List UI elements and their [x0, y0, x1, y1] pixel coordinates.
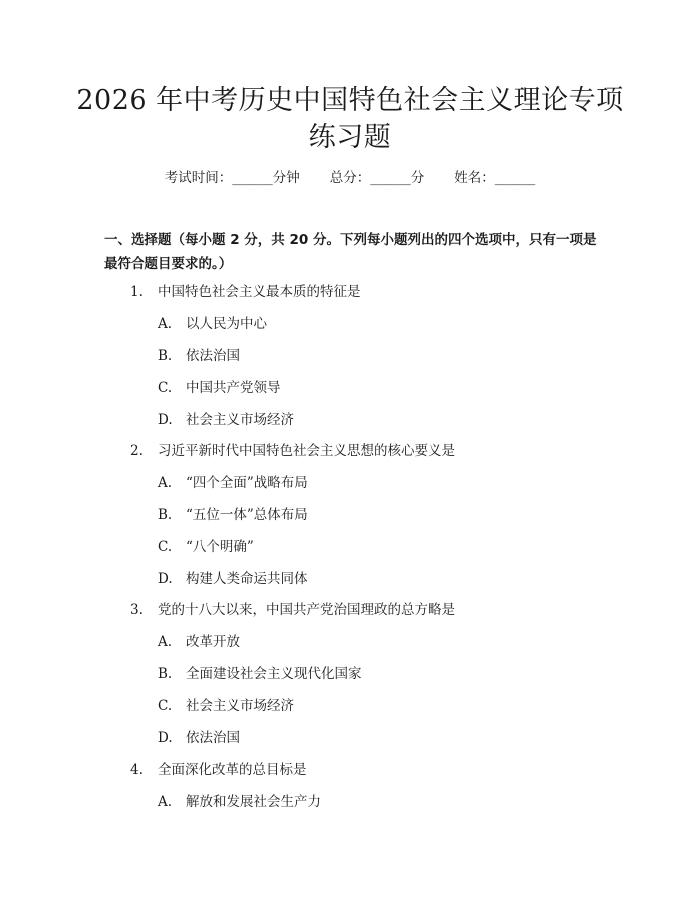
- option-letter: D.: [158, 730, 173, 746]
- option-text: 依法治国: [186, 348, 240, 364]
- option-text: 中国共产党领导: [186, 380, 281, 396]
- question-number: 1.: [130, 284, 143, 300]
- page-title-line-2: 练习题: [308, 122, 392, 153]
- option-text: 社会主义市场经济: [186, 698, 294, 714]
- question-text: 中国特色社会主义最本质的特征是: [158, 284, 361, 300]
- question-1: [130, 282, 361, 302]
- question-2: [130, 441, 455, 461]
- option-text: 全面建设社会主义现代化国家: [186, 666, 362, 682]
- question-1-option-b: [158, 346, 240, 366]
- question-1-option-c: [158, 378, 281, 398]
- option-letter: A.: [158, 475, 173, 491]
- option-letter: B.: [158, 666, 173, 682]
- option-text: 社会主义市场经济: [186, 412, 294, 428]
- option-letter: B.: [158, 507, 173, 523]
- question-2-option-b: [158, 505, 308, 525]
- option-text: 依法治国: [186, 730, 240, 746]
- option-letter: D.: [158, 571, 173, 587]
- question-4: [130, 760, 307, 780]
- option-text: 改革开放: [186, 634, 240, 650]
- option-text: 以人民为中心: [186, 316, 267, 332]
- option-text: “八个明确”: [186, 539, 254, 555]
- option-letter: A.: [158, 634, 173, 650]
- question-1-option-d: [158, 410, 294, 430]
- section-heading: 一、选择题（每小题 2 分，共 20 分。下列每小题列出的四个选项中，只有一项是最符合题目要求的。）: [104, 232, 597, 272]
- question-number: 4.: [130, 762, 143, 778]
- option-letter: C.: [158, 380, 173, 396]
- option-text: “五位一体”总体布局: [186, 507, 308, 523]
- option-letter: A.: [158, 794, 173, 810]
- option-letter: A.: [158, 316, 173, 332]
- option-letter: D.: [158, 412, 173, 428]
- page-title-line-1: 2026 年中考历史中国特色社会主义理论专项: [76, 85, 624, 116]
- option-letter: B.: [158, 348, 173, 364]
- question-3-option-d: [158, 728, 240, 748]
- question-1-option-a: [158, 314, 267, 334]
- question-3-option-c: [158, 696, 294, 716]
- question-3: [130, 600, 455, 620]
- question-2-option-d: [158, 569, 308, 589]
- option-text: 解放和发展社会生产力: [186, 794, 321, 810]
- question-text: 习近平新时代中国特色社会主义思想的核心要义是: [158, 443, 455, 459]
- question-number: 2.: [130, 443, 143, 459]
- exam-time-label: 考试时间：______分钟: [164, 170, 300, 186]
- question-3-option-b: [158, 664, 362, 684]
- student-name-label: 姓名：______: [454, 170, 536, 186]
- question-3-option-a: [158, 632, 240, 652]
- exam-info-line: [0, 168, 700, 188]
- option-letter: C.: [158, 698, 173, 714]
- option-text: “四个全面”战略布局: [186, 475, 308, 491]
- question-4-option-a: [158, 792, 321, 812]
- question-number: 3.: [130, 602, 143, 618]
- question-text: 全面深化改革的总目标是: [158, 762, 307, 778]
- question-text: 党的十八大以来，中国共产党治国理政的总方略是: [158, 602, 455, 618]
- total-score-label: 总分：______分: [329, 170, 425, 186]
- question-2-option-c: [158, 537, 254, 557]
- option-text: 构建人类命运共同体: [186, 571, 308, 587]
- option-letter: C.: [158, 539, 173, 555]
- question-2-option-a: [158, 473, 308, 493]
